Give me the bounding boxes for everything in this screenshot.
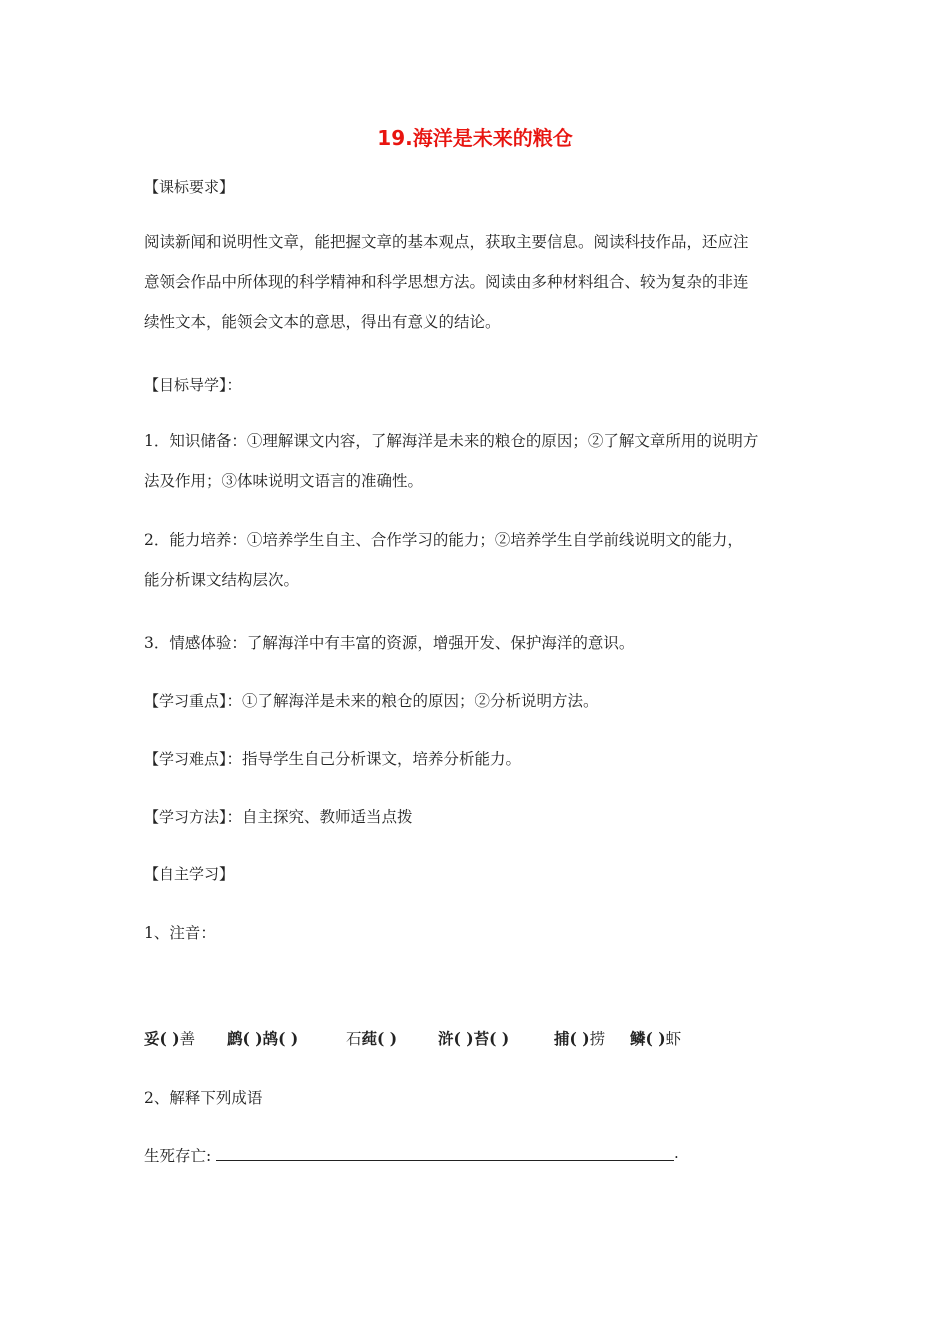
zhuyin-char: 鳞 [630,1029,646,1048]
item2-line: 2．能力培养：①培养学生自主、合作学习的能力；②培养学生自学前线说明文的能力， [144,531,743,549]
fangfa-row [144,805,413,827]
chengyu-item-label: 生死存亡: [144,1147,212,1165]
zhuyin-item [144,1027,195,1049]
fangfa-label: 【学习方法】 [144,808,227,826]
zhuyin-item [346,1027,397,1049]
fangfa-text: ：自主探究、教师适当点拨 [226,808,413,826]
zhuyin-char: 浒 [438,1029,454,1048]
zhuyin-suffix: 善 [179,1030,196,1048]
zhuyin-item [227,1027,298,1049]
zhuyin-item [438,1027,509,1049]
zhuyin-item [630,1027,681,1049]
zhuyin-suffix: 鸪( ) [262,1029,299,1048]
chengyu-heading: 2、解释下列成语 [144,1089,263,1107]
nandian-text: ：指导学生自己分析课文，培养分析能力。 [226,750,522,768]
zhongdian-text: ：①了解海洋是未来的粮仓的原因；②分析说明方法。 [226,692,599,710]
zhuyin-char: 石 [346,1030,362,1048]
kebiao-line: 续性文本，能领会文本的意思，得出有意义的结论。 [144,313,501,331]
answer-blank-line[interactable] [216,1160,674,1161]
item2-line: 能分析课文结构层次。 [144,571,300,589]
nandian-row [144,747,521,769]
zhuyin-char: 捕 [554,1029,570,1048]
item2-paragraph [144,520,814,600]
zhuyin-blank: ( ) [242,1029,263,1048]
zhuyin-blank: ( ) [569,1029,590,1048]
mubiao-heading: 【目标导学】： [144,376,242,394]
page-title: 19.海洋是未来的粮仓 [377,126,573,150]
item3-text: 3．情感体验：了解海洋中有丰富的资源，增强开发、保护海洋的意识。 [144,634,635,652]
item1-paragraph [144,421,814,501]
item1-line: 1．知识储备：①理解课文内容，了解海洋是未来的粮仓的原因；②了解文章所用的说明方 [144,432,759,450]
zhuyin-blank: ( ) [645,1029,666,1048]
kebiao-heading: 【课标要求】 [144,178,235,196]
zhongdian-label: 【学习重点】 [144,692,227,710]
zhuyin-suffix: 捞 [589,1030,606,1048]
zhuyin-blank: 莼( ) [361,1029,398,1048]
zhongdian-row [144,689,599,711]
kebiao-line: 阅读新闻和说明性文章，能把握文章的基本观点，获取主要信息。阅读科技作品，还应注 [144,233,749,251]
zhuyin-item [554,1027,605,1049]
kebiao-line: 意领会作品中所体现的科学精神和科学思想方法。阅读由多种材料组合、较为复杂的非连 [144,273,749,291]
nandian-label: 【学习难点】 [144,750,227,768]
zhuyin-suffix: 虾 [665,1030,682,1048]
zhuyin-blank: ( ) [159,1029,180,1048]
zhuyin-suffix: 苔( ) [473,1029,510,1048]
kebiao-paragraph [144,222,814,342]
zizhu-heading: 【自主学习】 [144,865,235,883]
answer-end-dot: . [674,1144,679,1162]
zhuyin-blank: ( ) [453,1029,474,1048]
item1-line: 法及作用；③体味说明文语言的准确性。 [144,472,424,490]
zhuyin-char: 妥 [144,1029,160,1048]
zhuyin-char: 鹧 [227,1029,243,1048]
zhuyin-heading: 1、注音： [144,924,216,942]
